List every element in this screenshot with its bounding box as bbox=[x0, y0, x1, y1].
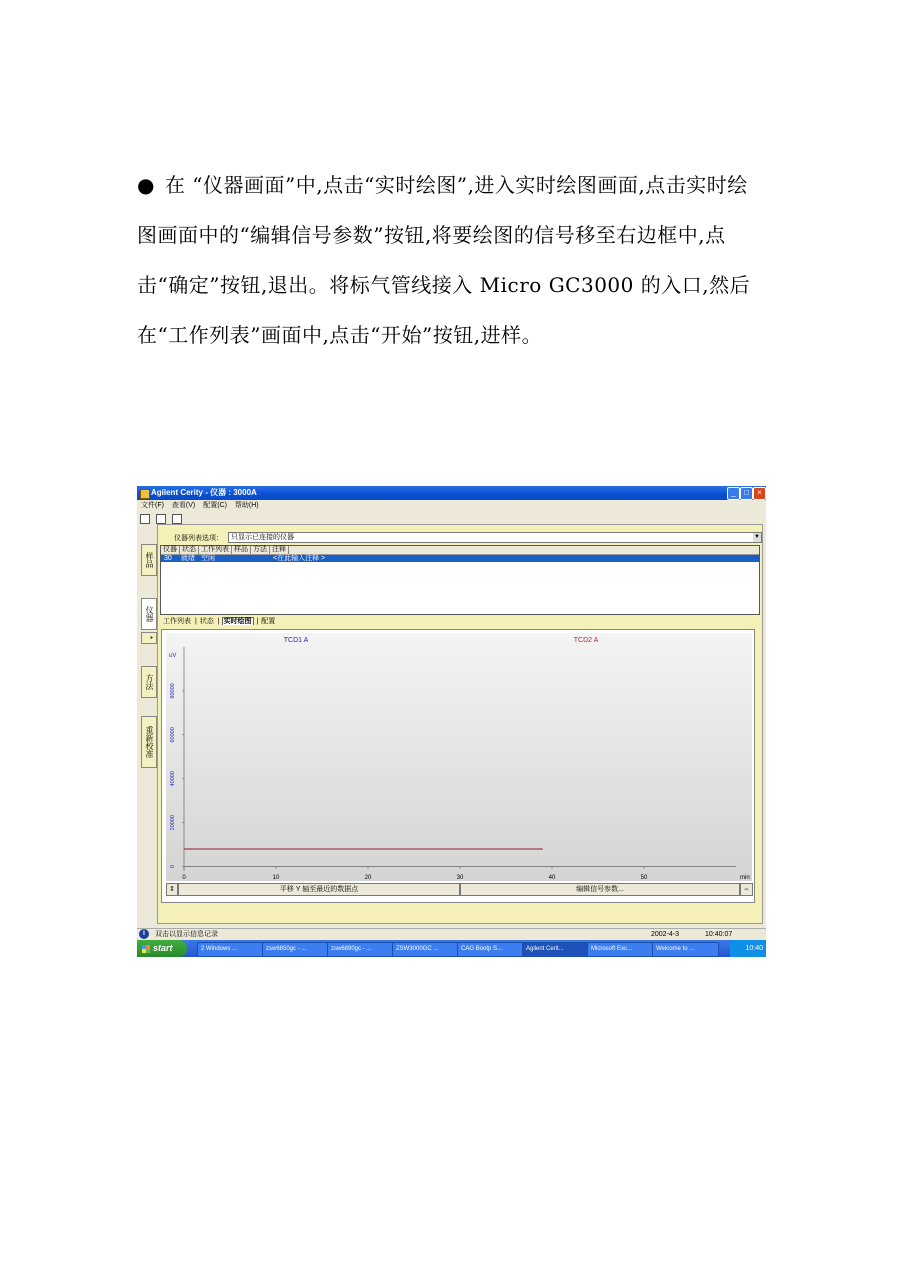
x-axis-label: min bbox=[740, 875, 750, 881]
menu-config[interactable]: 配置(C) bbox=[203, 502, 227, 509]
info-icon[interactable]: i bbox=[139, 929, 149, 939]
plot-button-bar bbox=[166, 883, 752, 896]
left-tab-strip bbox=[139, 524, 157, 922]
x-tick-label: 20 bbox=[364, 875, 372, 881]
tab-star[interactable]: * bbox=[141, 632, 157, 644]
print-icon[interactable] bbox=[140, 514, 150, 524]
subtab-status[interactable]: 状态 bbox=[199, 618, 214, 625]
tab-method[interactable]: 方法 bbox=[141, 666, 157, 698]
cerity-screenshot bbox=[137, 486, 766, 957]
windows-taskbar bbox=[137, 940, 766, 957]
start-button[interactable] bbox=[137, 940, 187, 957]
minimize-button[interactable]: _ bbox=[727, 487, 740, 500]
instrument-pane bbox=[157, 524, 763, 924]
print-preview-icon[interactable] bbox=[156, 514, 166, 524]
window-title: Agilent Cerity - 仪器 : 3000A bbox=[151, 488, 257, 497]
menu-view[interactable]: 查看(V) bbox=[171, 502, 196, 509]
status-bar bbox=[137, 928, 766, 940]
column-header[interactable]: 方法 bbox=[251, 546, 270, 554]
taskbar-item[interactable]: Agilent Cerit... bbox=[522, 942, 589, 957]
close-button[interactable]: × bbox=[753, 487, 766, 500]
taskbar-item[interactable]: Microsoft Exc... bbox=[587, 942, 654, 957]
row-id: 30 bbox=[164, 555, 172, 562]
y-tick-label: 80000 bbox=[170, 683, 176, 699]
taskbar-item[interactable]: zsw6890gc - ... bbox=[327, 942, 394, 957]
save-icon[interactable] bbox=[172, 514, 182, 524]
column-header[interactable]: 仪器 bbox=[161, 546, 180, 554]
toolbar bbox=[137, 512, 766, 524]
taskbar-item[interactable]: zsw6850gc - ... bbox=[262, 942, 329, 957]
column-header[interactable]: 注释 bbox=[270, 546, 289, 554]
chart-svg bbox=[166, 633, 752, 881]
tab-recalibrate[interactable]: 重新校准 bbox=[141, 716, 157, 768]
scroll-updown-icon[interactable]: ⇕ bbox=[166, 883, 178, 896]
chevron-down-icon[interactable]: ▼ bbox=[754, 534, 760, 540]
y-axis-label: uV bbox=[169, 653, 177, 659]
instrument-table bbox=[160, 545, 760, 615]
subtab-config[interactable]: 配置 bbox=[261, 618, 276, 625]
app-icon bbox=[140, 489, 150, 499]
column-header[interactable]: 工作列表 bbox=[199, 546, 232, 554]
pan-y-button[interactable]: 平移 Y 轴至最近的数据点 bbox=[178, 883, 460, 896]
y-tick-label: 40000 bbox=[170, 771, 176, 787]
row-status: 就绪 bbox=[181, 555, 195, 562]
x-tick-label: 30 bbox=[456, 875, 464, 881]
status-time: 10:40:07 bbox=[705, 931, 733, 938]
edit-signal-params-button[interactable]: 编辑信号参数... bbox=[460, 883, 740, 896]
bullet-icon: ● bbox=[137, 173, 155, 197]
x-tick-label: 50 bbox=[640, 875, 648, 881]
x-tick-label: 10 bbox=[272, 875, 280, 881]
subtab-worklist[interactable]: 工作列表 bbox=[163, 618, 191, 625]
column-header[interactable]: 状态 bbox=[180, 546, 199, 554]
y-tick-label: 0 bbox=[170, 865, 176, 869]
taskbar-item[interactable]: 2 Windows ... bbox=[197, 942, 264, 957]
taskbar-item[interactable]: CAG Bootp S... bbox=[457, 942, 524, 957]
y-tick-label: 20000 bbox=[170, 815, 176, 831]
maximize-button[interactable]: □ bbox=[740, 487, 753, 500]
realtime-plot bbox=[166, 633, 752, 881]
instruction-paragraph bbox=[137, 160, 767, 360]
realtime-plot-frame bbox=[161, 629, 755, 903]
y-tick-label: 60000 bbox=[170, 727, 176, 743]
subtab-realtime-plot[interactable]: 实时绘图 bbox=[223, 618, 252, 625]
instrument-filter-value: 只显示已连接的仪器 bbox=[231, 534, 294, 541]
x-tick-label: 40 bbox=[548, 875, 556, 881]
instruction-text: 在 “仪器画面”中,点击“实时绘图”,进入实时绘图画面,点击实时绘图画面中的“编辑信号参数”按钮,将要绘图的信号移至右边框中,点击“确定”按钮,退出。将标气管线接入 Micro GC3000 的入口,然后在“工作列表”画面中,点击“开始”按钮,进样。 bbox=[137, 173, 751, 347]
channel-label: TCD1 A bbox=[283, 637, 309, 644]
row-worklist: 空闲 bbox=[201, 555, 215, 562]
menu-file[interactable]: 文件(F) bbox=[141, 502, 164, 509]
start-label: start bbox=[153, 943, 173, 953]
windows-flag-icon bbox=[142, 945, 150, 953]
instrument-subtabs: 工作列表 | 状态 | 实时绘图 | 配置 bbox=[163, 618, 276, 625]
channel-label: TCD2 A bbox=[573, 637, 599, 644]
menu-help[interactable]: 帮助(H) bbox=[234, 502, 259, 509]
taskbar-item[interactable]: Welcome to ... bbox=[652, 942, 719, 957]
status-date: 2002-4-3 bbox=[651, 931, 680, 938]
tray-clock: 10:40 bbox=[745, 945, 763, 952]
x-tick-label: 0 bbox=[182, 875, 186, 881]
table-header bbox=[161, 546, 759, 555]
tab-sample[interactable]: 样品 bbox=[141, 544, 157, 576]
status-message: 双击以显示信息记录 bbox=[155, 931, 218, 938]
instrument-filter-label: 仪器列表选项： bbox=[174, 535, 223, 542]
menubar bbox=[137, 500, 766, 511]
instrument-filter-select[interactable] bbox=[228, 532, 762, 543]
scroll-leftright-icon[interactable]: ⇔ bbox=[740, 883, 753, 896]
taskbar-item[interactable]: ZSW3000GC ... bbox=[392, 942, 459, 957]
system-tray bbox=[730, 940, 766, 957]
table-row[interactable] bbox=[161, 555, 759, 562]
tab-instrument[interactable]: 仪器 bbox=[141, 598, 157, 630]
row-note[interactable]: <在此输入注释 > bbox=[273, 555, 326, 562]
column-header[interactable]: 样品 bbox=[232, 546, 251, 554]
window-titlebar[interactable] bbox=[137, 486, 766, 500]
